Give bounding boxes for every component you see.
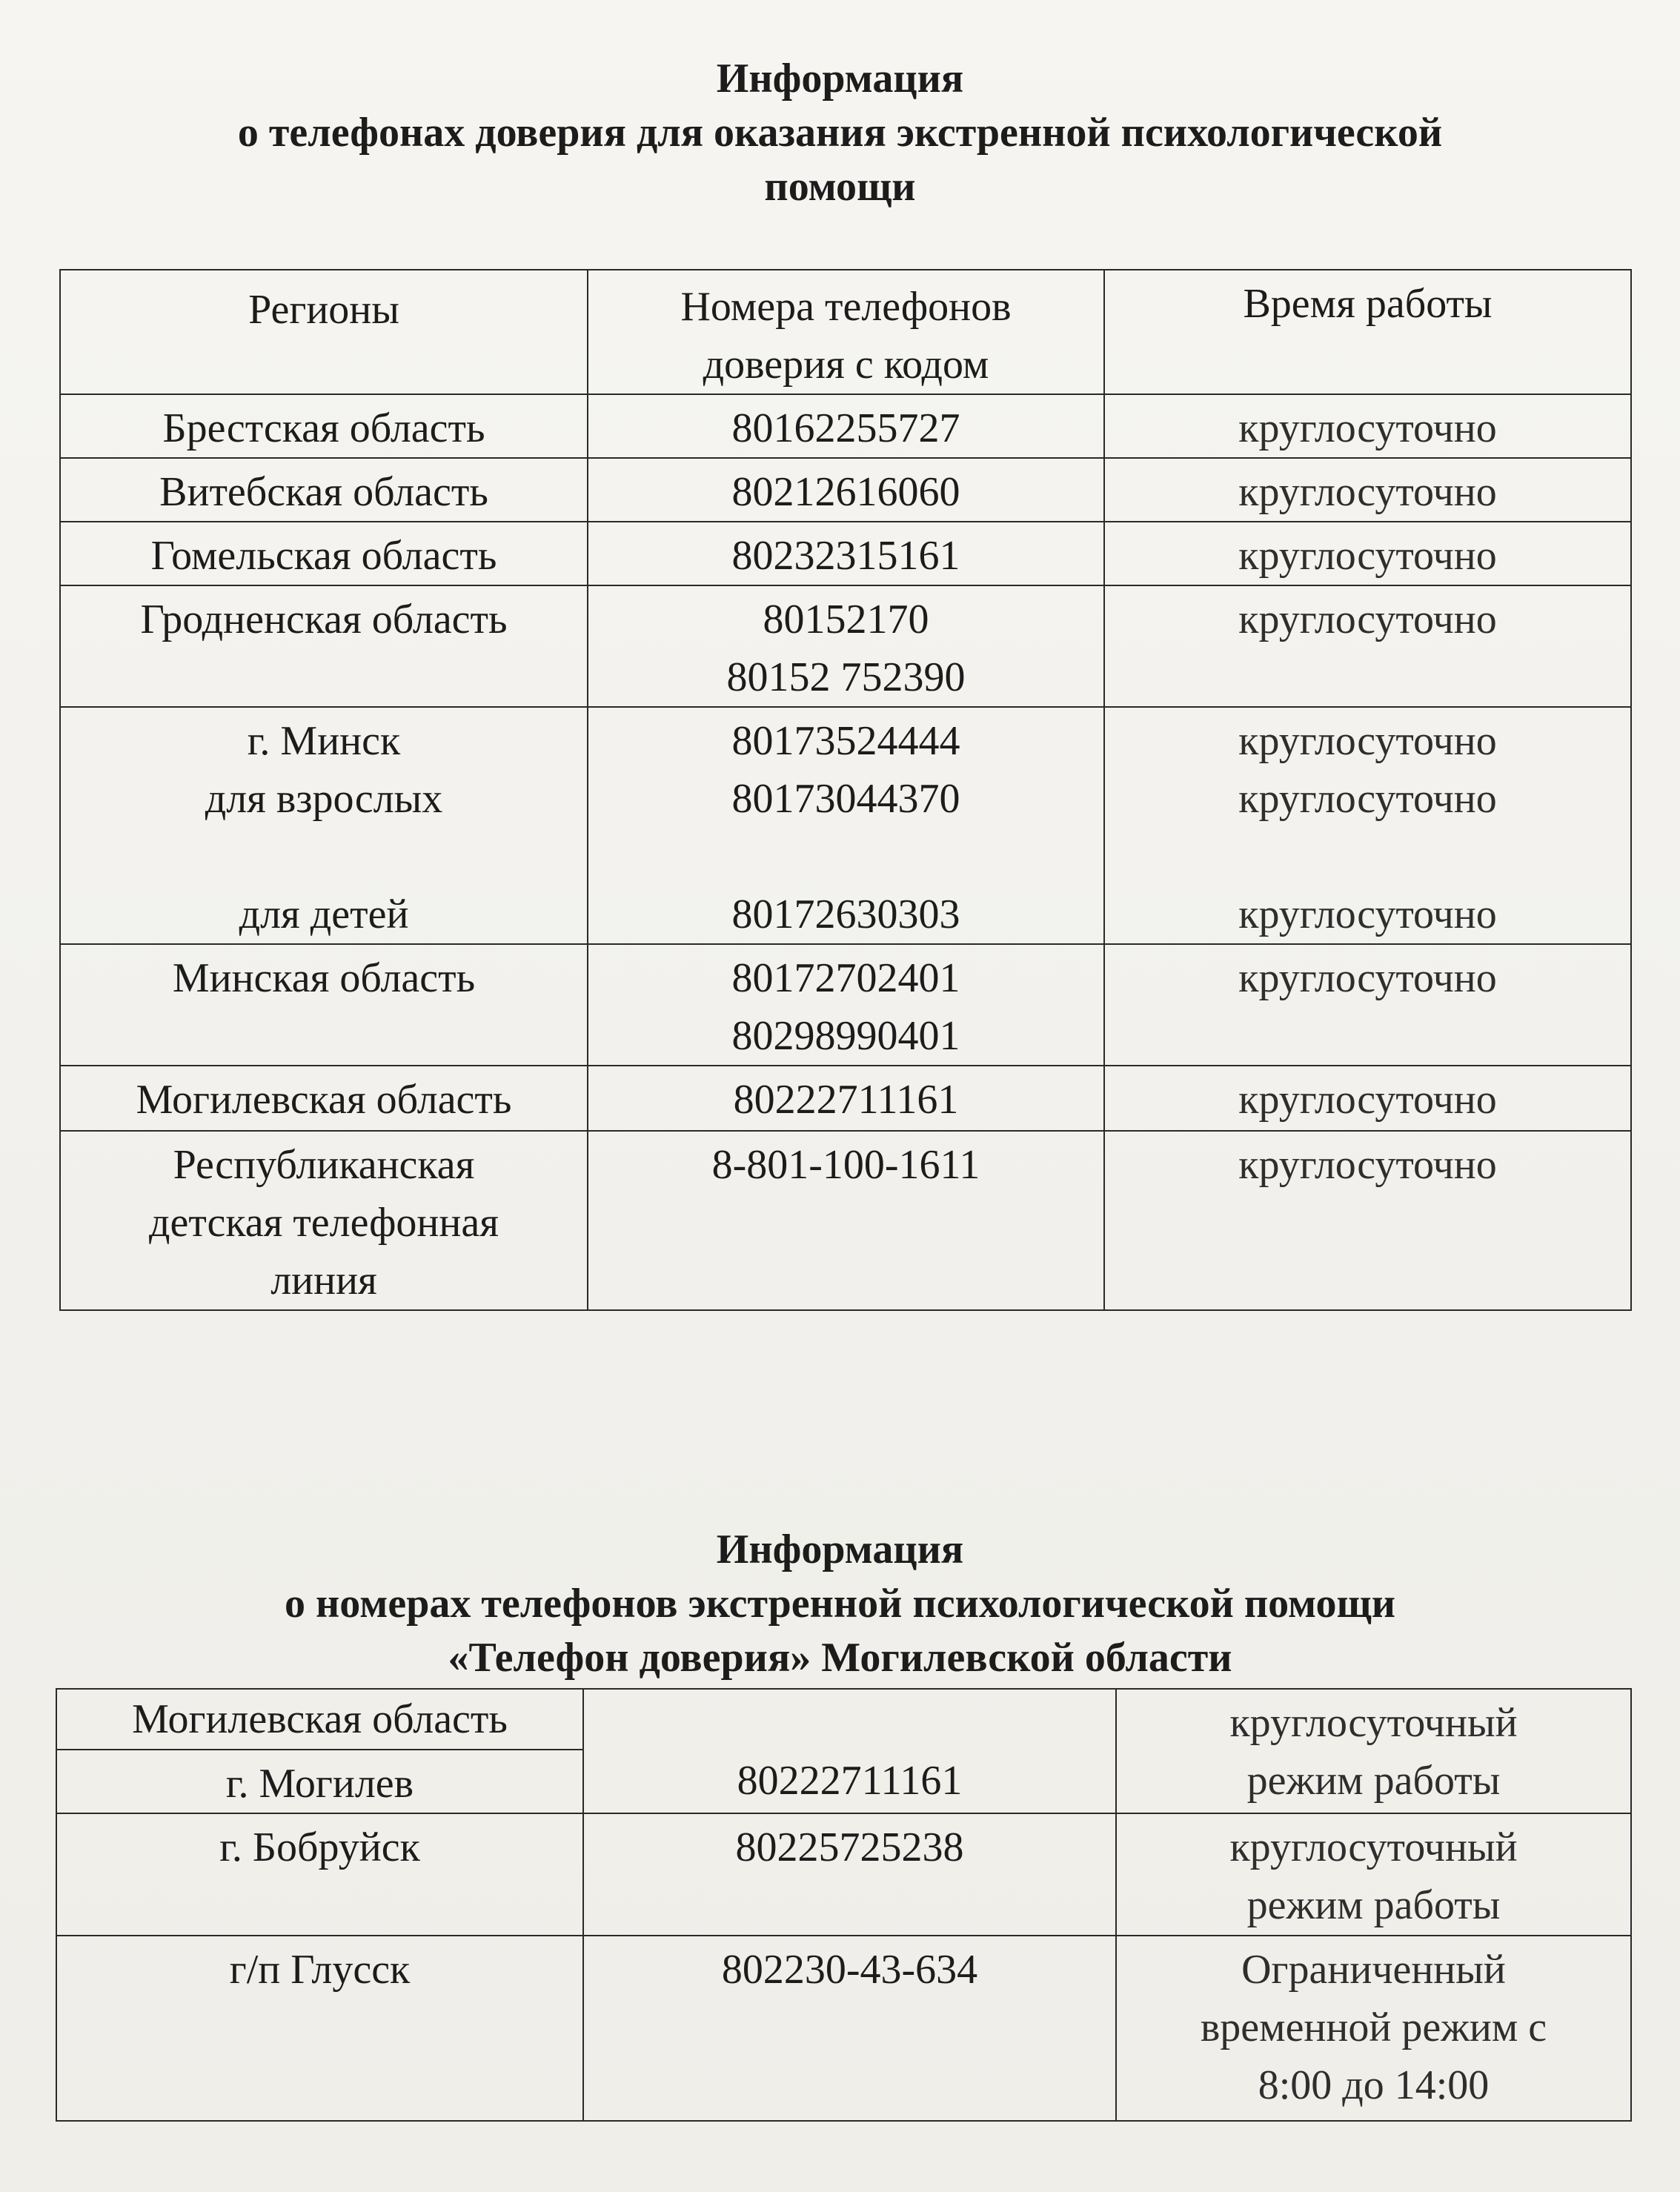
region-cell: Витебская область xyxy=(60,458,588,522)
region-cell: г. Бобруйск xyxy=(56,1813,583,1936)
header-hours: Время работы xyxy=(1104,270,1631,394)
hours-cell: круглосуточно xyxy=(1104,585,1631,707)
header-regions: Регионы xyxy=(60,270,588,394)
hotlines-table xyxy=(59,269,1632,1311)
hours-cell: круглосуточно xyxy=(1104,944,1631,1066)
section2-title-line: «Телефон доверия» Могилевской области xyxy=(448,1634,1232,1681)
hours-cell: Ограниченный временной режим с 8:00 до 14:00 xyxy=(1116,1936,1631,2121)
table-row xyxy=(60,707,1631,944)
phone-cell: 80152170 80152 752390 xyxy=(588,585,1104,707)
table-row xyxy=(60,458,1631,522)
region-cell: Могилевская область xyxy=(56,1689,583,1750)
header-phones: Номера телефонов доверия с кодом xyxy=(588,270,1104,394)
section2-title-line: Информация xyxy=(716,1527,964,1572)
phone-cell: 80222711161 xyxy=(588,1066,1104,1131)
region-cell: Минская область xyxy=(60,944,588,1066)
table-row xyxy=(56,1813,1631,1936)
subregion-cell: г. Могилев xyxy=(56,1750,583,1813)
region-cell: г. Минск для взрослых для детей xyxy=(60,707,588,944)
region-cell: Республиканская детская телефонная линия xyxy=(60,1131,588,1310)
phone-cell: 80232315161 xyxy=(588,522,1104,585)
mogilev-hotlines-table xyxy=(56,1688,1632,2122)
hours-cell: круглосуточно xyxy=(1104,522,1631,585)
section1-title-line: о телефонах доверия для оказания экстренной психологической xyxy=(237,109,1443,156)
section2-title xyxy=(0,1523,1680,1684)
hours-cell: круглосуточный режим работы xyxy=(1116,1813,1631,1936)
table-row xyxy=(60,522,1631,585)
table-row xyxy=(60,394,1631,458)
hours-cell: круглосуточно xyxy=(1104,1066,1631,1131)
region-cell: Гродненская область xyxy=(60,585,588,707)
region-cell: г/п Глусск xyxy=(56,1936,583,2121)
section2-title-line: о номерах телефонов экстренной психологической помощи xyxy=(285,1580,1395,1627)
phone-cell: 8-801-100-1611 xyxy=(588,1131,1104,1310)
table-header-row xyxy=(60,270,1631,394)
phone-cell: 80222711161 xyxy=(583,1689,1116,1813)
table-row xyxy=(60,1066,1631,1131)
phone-cell: 80162255727 xyxy=(588,394,1104,458)
phone-cell: 802230-43-634 xyxy=(583,1936,1116,2121)
section1-title xyxy=(0,52,1680,213)
table-row xyxy=(60,1131,1631,1310)
phone-cell: 80172702401 80298990401 xyxy=(588,944,1104,1066)
phone-cell: 80173524444 80173044370 80172630303 xyxy=(588,707,1104,944)
region-cell: Брестская область xyxy=(60,394,588,458)
region-cell: Могилевская область xyxy=(60,1066,588,1131)
phone-cell: 80212616060 xyxy=(588,458,1104,522)
hours-cell: круглосуточно круглосуточно круглосуточно xyxy=(1104,707,1631,944)
hours-cell: круглосуточно xyxy=(1104,458,1631,522)
section1-title-line: помощи xyxy=(764,163,916,210)
hours-cell: круглосуточно xyxy=(1104,1131,1631,1310)
region-cell: Гомельская область xyxy=(60,522,588,585)
table-row xyxy=(56,1936,1631,2121)
hours-cell: круглосуточный режим работы xyxy=(1116,1689,1631,1813)
table-row xyxy=(60,944,1631,1066)
hours-cell: круглосуточно xyxy=(1104,394,1631,458)
section1-title-line: Информация xyxy=(716,56,964,102)
phone-cell: 80225725238 xyxy=(583,1813,1116,1936)
table-row xyxy=(56,1689,1631,1750)
table-row xyxy=(60,585,1631,707)
